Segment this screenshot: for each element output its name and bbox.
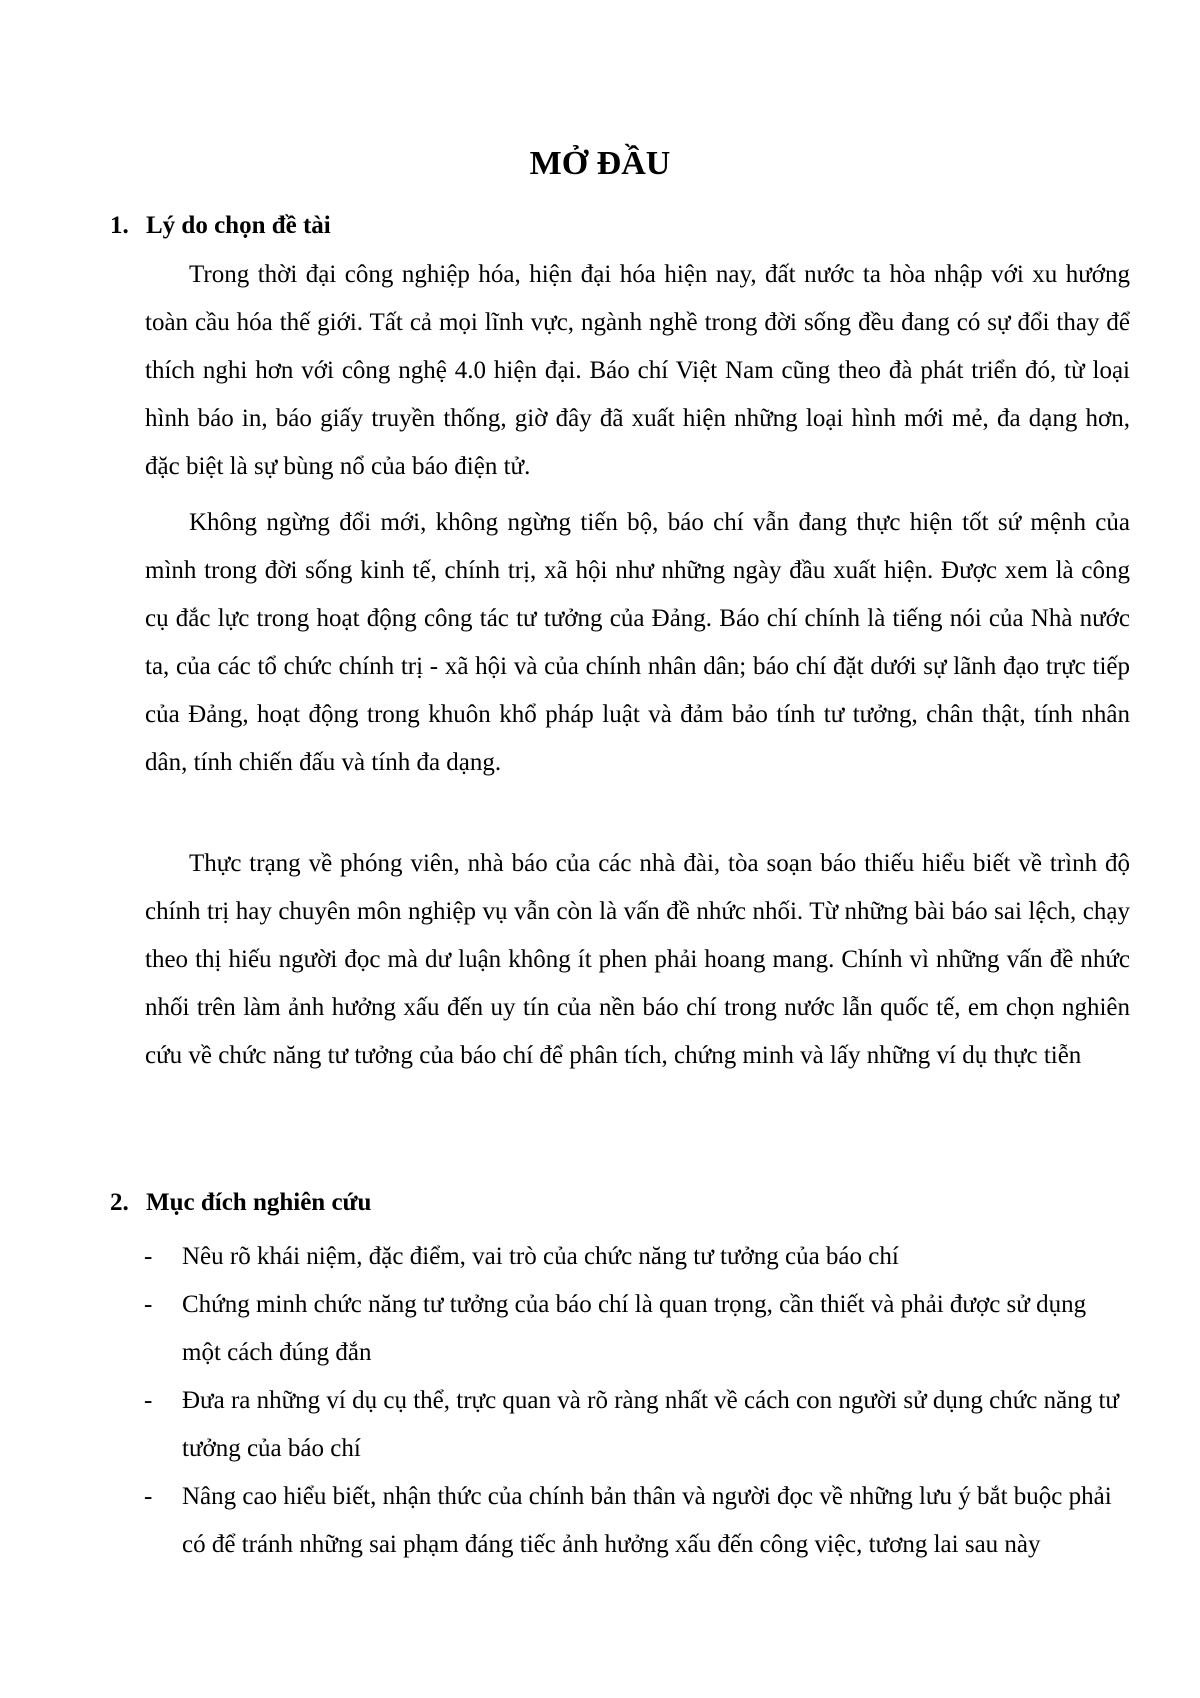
section-title: Mục đích nghiên cứu: [146, 1189, 372, 1216]
list-item: [140, 1473, 1130, 1569]
section-number: 2.: [110, 1189, 129, 1216]
paragraph-block: [145, 840, 1130, 1080]
list-item-text: Nâng cao hiểu biết, nhận thức của chính bản thân và người đọc về những lưu ý bắt buộc phải có để tránh những sai phạm đáng tiếc ảnh hưởng xấu đến công việc, tương lai sau này: [182, 1483, 1112, 1558]
list-item: [140, 1233, 1130, 1281]
list-item: [140, 1281, 1130, 1377]
list-item-text: Nêu rõ khái niệm, đặc điểm, vai trò của chức năng tư tưởng của báo chí: [182, 1243, 899, 1270]
list-item-text: Đưa ra những ví dụ cụ thể, trực quan và rõ ràng nhất về cách con người sử dụng chức năng tư tưởng của báo chí: [182, 1387, 1119, 1462]
document-title: MỞ ĐẦU: [529, 145, 671, 182]
section-heading-purpose: [110, 1187, 371, 1219]
paragraph: Không ngừng đổi mới, không ngừng tiến bộ, báo chí vẫn đang thực hiện tốt sứ mệnh của mình trong đời sống kinh tế, chính trị, xã hội như những ngày đầu xuất hiện. Được xem là công cụ đắc lực trong hoạt động công tác tư tưởng của Đảng. Báo chí chính là tiếng nói của Nhà nước ta, của các tổ chức chính trị - xã hội và của chính nhân dân; báo chí đặt dưới sự lãnh đạo trực tiếp của Đảng, hoạt động trong khuôn khổ pháp luật và đảm bảo tính tư tưởng, chân thật, tính nhân dân, tính chiến đấu và tính đa dạng.: [145, 509, 1130, 776]
bullet-dash: -: [144, 1243, 153, 1270]
section-number: 1.: [110, 212, 129, 239]
section-heading-reason: [110, 210, 331, 242]
section-title: Lý do chọn đề tài: [146, 212, 331, 239]
bullet-dash: -: [144, 1387, 153, 1414]
paragraph: Thực trạng về phóng viên, nhà báo của các nhà đài, tòa soạn báo thiếu hiểu biết về trình độ chính trị hay chuyên môn nghiệp vụ vẫn còn là vấn đề nhức nhối. Từ những bài báo sai lệch, chạy theo thị hiếu người đọc mà dư luận không ít phen phải hoang mang. Chính vì những vấn đề nhức nhối trên làm ảnh hưởng xấu đến uy tín của nền báo chí trong nước lẫn quốc tế, em chọn nghiên cứu về chức năng tư tưởng của báo chí để phân tích, chứng minh và lấy những ví dụ thực tiễn: [145, 850, 1130, 1069]
bullet-dash: -: [144, 1483, 153, 1510]
paragraph-block: [145, 251, 1130, 491]
purpose-list: [140, 1233, 1130, 1569]
bullet-dash: -: [144, 1291, 153, 1318]
list-item: [140, 1377, 1130, 1473]
paragraph: Trong thời đại công nghiệp hóa, hiện đại hóa hiện nay, đất nước ta hòa nhập với xu hướng toàn cầu hóa thế giới. Tất cả mọi lĩnh vực, ngành nghề trong đời sống đều đang có sự đổi thay để thích nghi hơn với công nghệ 4.0 hiện đại. Báo chí Việt Nam cũng theo đà phát triển đó, từ loại hình báo in, báo giấy truyền thống, giờ đây đã xuất hiện những loại hình mới mẻ, đa dạng hơn, đặc biệt là sự bùng nổ của báo điện tử.: [145, 261, 1130, 480]
paragraph-block: [145, 499, 1130, 787]
list-item-text: Chứng minh chức năng tư tưởng của báo chí là quan trọng, cần thiết và phải được sử dụng một cách đúng đắn: [182, 1291, 1087, 1366]
